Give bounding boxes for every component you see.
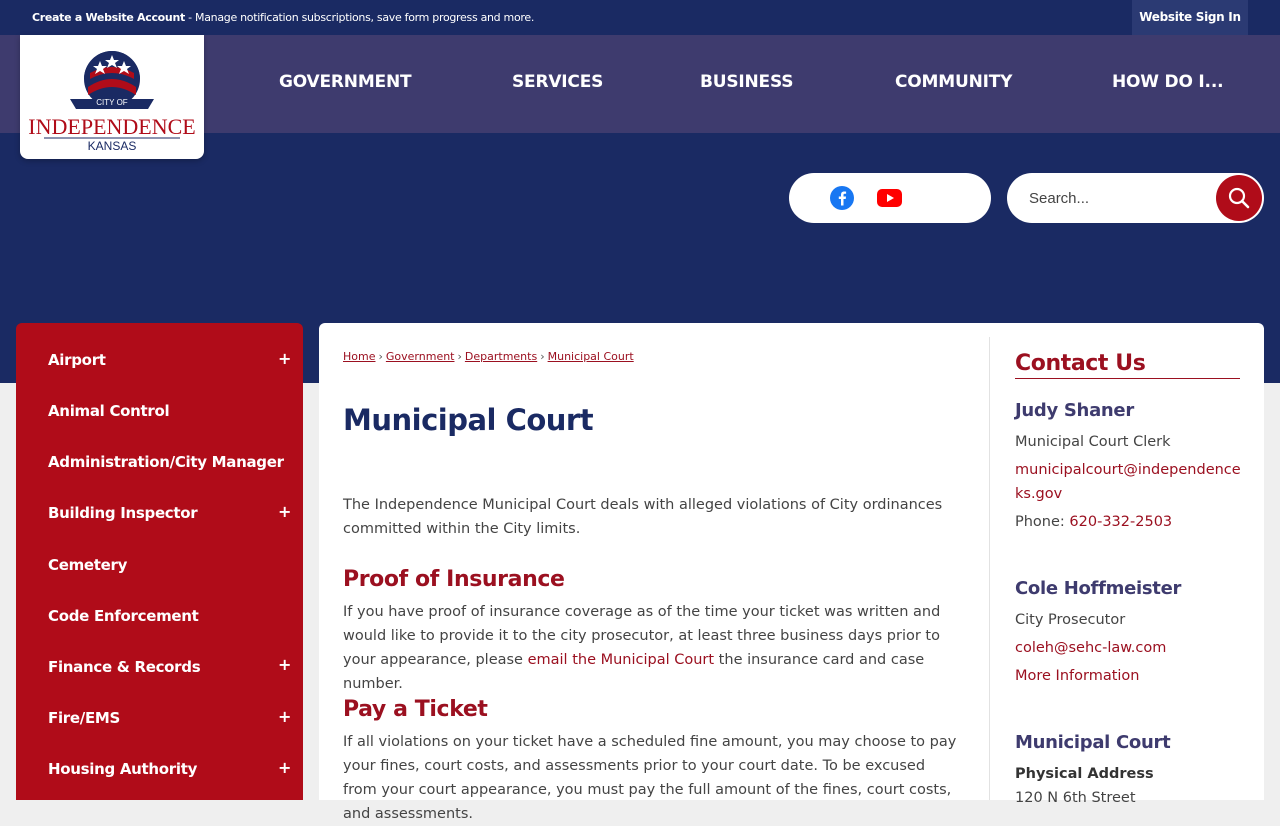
breadcrumb-home[interactable]: Home bbox=[343, 350, 376, 363]
sidebar-item-fire-ems[interactable]: Fire/EMS bbox=[48, 709, 121, 727]
sidebar-item-building-inspector[interactable]: Building Inspector bbox=[48, 504, 198, 522]
proof-of-insurance-text bbox=[343, 600, 963, 696]
logo-state: KANSAS bbox=[87, 139, 137, 153]
phone-label: Phone: bbox=[1015, 514, 1070, 530]
nav-business[interactable]: BUSINESS bbox=[700, 72, 794, 92]
sidebar-item-code-enforcement[interactable]: Code Enforcement bbox=[48, 607, 199, 625]
create-account-link[interactable] bbox=[32, 11, 534, 24]
email-link-cole[interactable]: coleh@sehc-law.com bbox=[1015, 640, 1167, 656]
phone-link-judy[interactable]: 620-332-2503 bbox=[1069, 514, 1173, 530]
contact-role-cole: City Prosecutor bbox=[1015, 612, 1126, 628]
page-title: Municipal Court bbox=[343, 403, 594, 437]
pay-a-ticket-text: If all violations on your ticket have a scheduled fine amount, you may choose to pay your fines, court costs, and assessments prior to your court date. To be excused from your court appearance, you must pay the full amount of the fines, court costs, and assessments. bbox=[343, 734, 957, 822]
contact-phone-judy bbox=[1015, 510, 1241, 534]
department-sidebar bbox=[16, 323, 303, 800]
contact-role-judy: Municipal Court Clerk bbox=[1015, 434, 1171, 450]
sidebar-item-housing-authority[interactable]: Housing Authority bbox=[48, 760, 198, 778]
breadcrumb: Home › Government › Departments › Municipal Court bbox=[343, 350, 634, 363]
social-links bbox=[789, 173, 991, 223]
contact-name-cole: Cole Hoffmeister bbox=[1015, 578, 1182, 599]
nav-how-do-i[interactable]: HOW DO I... bbox=[1112, 72, 1224, 92]
expand-housing-icon[interactable]: + bbox=[278, 758, 292, 777]
logo-emblem bbox=[20, 35, 204, 159]
physical-address-label: Physical Address bbox=[1015, 766, 1154, 782]
insurance-text-start: If you have proof of insurance coverage as of the time your ticket was written and would like to provide it to the city prosecutor, at least three business days prior to your appearance, please bbox=[343, 604, 941, 668]
main-content bbox=[319, 323, 1264, 822]
expand-fire-icon[interactable]: + bbox=[278, 707, 292, 726]
more-information-link[interactable]: More Information bbox=[1015, 668, 1140, 684]
sidebar-item-administration[interactable]: Administration/City Manager bbox=[48, 453, 284, 471]
content-divider bbox=[989, 337, 990, 800]
top-utility-bar bbox=[0, 0, 1280, 35]
search-icon bbox=[1227, 186, 1251, 210]
search-box bbox=[1007, 173, 1264, 223]
intro-paragraph: The Independence Municipal Court deals with alleged violations of City ordinances committed within the City limits. bbox=[343, 497, 943, 537]
facebook-icon[interactable] bbox=[830, 186, 854, 210]
contact-name-judy: Judy Shaner bbox=[1015, 400, 1134, 421]
breadcrumb-government[interactable]: Government bbox=[385, 350, 455, 363]
email-link-judy[interactable]: municipalcourt@independenceks.gov bbox=[1015, 462, 1241, 502]
sidebar-item-finance-records[interactable]: Finance & Records bbox=[48, 658, 201, 676]
contact-email-cole bbox=[1015, 636, 1241, 660]
breadcrumb-municipal-court[interactable]: Municipal Court bbox=[547, 350, 634, 363]
search-button[interactable] bbox=[1216, 175, 1262, 221]
nav-community[interactable]: COMMUNITY bbox=[895, 72, 1013, 92]
search-input[interactable] bbox=[1029, 185, 1209, 211]
create-account-desc: - Manage notification subscriptions, save form progress and more. bbox=[184, 11, 535, 24]
website-sign-in-button[interactable]: Website Sign In bbox=[1132, 0, 1248, 35]
nav-government[interactable]: GOVERNMENT bbox=[279, 72, 412, 92]
physical-address-line1: 120 N 6th Street bbox=[1015, 790, 1136, 806]
create-account-bold[interactable]: Create a Website Account bbox=[32, 11, 185, 24]
contact-us-heading: Contact Us bbox=[1015, 351, 1240, 379]
expand-airport-icon[interactable]: + bbox=[278, 349, 292, 368]
youtube-icon[interactable] bbox=[877, 189, 902, 207]
nav-services[interactable]: SERVICES bbox=[512, 72, 604, 92]
proof-of-insurance-heading: Proof of Insurance bbox=[343, 567, 565, 592]
sidebar-item-animal-control[interactable]: Animal Control bbox=[48, 402, 170, 420]
insurance-text-end: the insurance card and case number. bbox=[343, 652, 925, 692]
contact-more-info bbox=[1015, 664, 1241, 688]
city-logo[interactable] bbox=[20, 35, 204, 159]
contact-email-judy bbox=[1015, 458, 1241, 506]
logo-text: INDEPENDENCE bbox=[28, 114, 196, 139]
sidebar-item-cemetery[interactable]: Cemetery bbox=[48, 556, 128, 574]
expand-finance-icon[interactable]: + bbox=[278, 655, 292, 674]
expand-building-icon[interactable]: + bbox=[278, 502, 292, 521]
logo-city-of: CITY OF bbox=[96, 98, 128, 107]
office-name: Municipal Court bbox=[1015, 732, 1171, 753]
email-municipal-court-link[interactable]: email the Municipal Court bbox=[527, 652, 715, 668]
pay-a-ticket-heading: Pay a Ticket bbox=[343, 697, 488, 722]
breadcrumb-departments[interactable]: Departments bbox=[464, 350, 538, 363]
sidebar-item-airport[interactable]: Airport bbox=[48, 351, 106, 369]
